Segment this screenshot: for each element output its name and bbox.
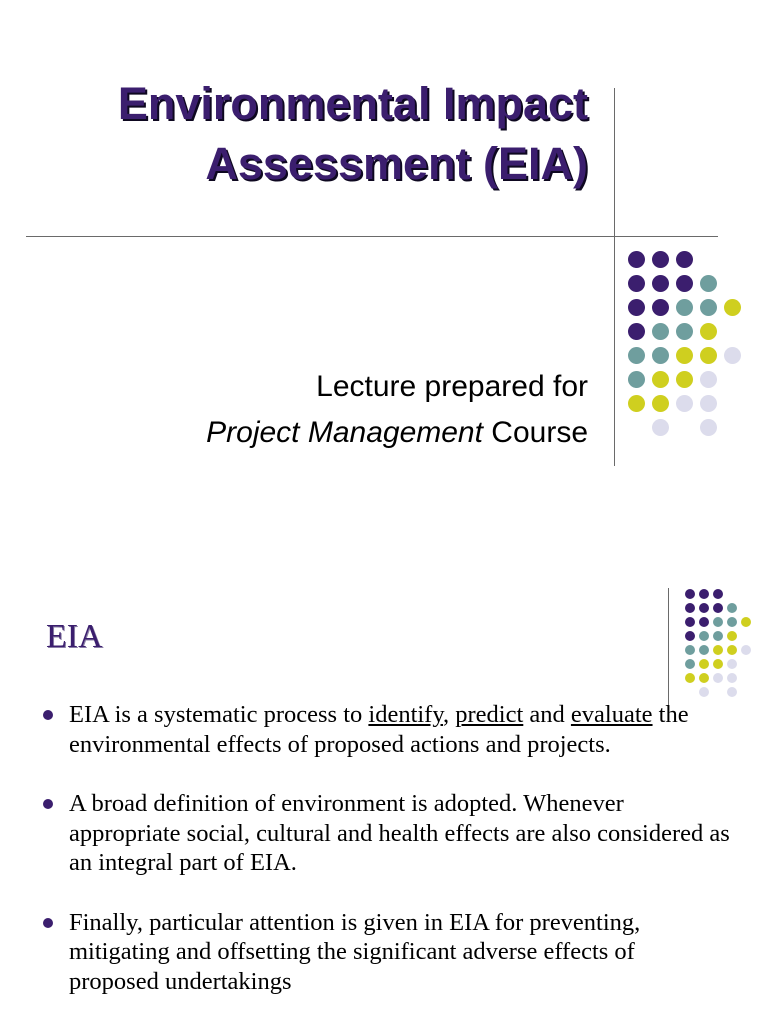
decorative-dot — [652, 299, 669, 316]
decorative-dot — [713, 617, 723, 627]
underlined-term: identify — [368, 701, 444, 728]
slide-heading: EIA — [46, 618, 103, 655]
vertical-divider — [614, 88, 615, 466]
decorative-dot — [652, 251, 669, 268]
decorative-dot — [700, 275, 717, 292]
decorative-dot — [685, 673, 695, 683]
decorative-dot — [699, 645, 709, 655]
decorative-dot — [699, 673, 709, 683]
decorative-dot — [741, 645, 751, 655]
decorative-dot — [685, 603, 695, 613]
decorative-dot — [727, 617, 737, 627]
decorative-dot — [700, 323, 717, 340]
text-segment: EIA is a systematic process to — [69, 701, 369, 728]
decorative-dot — [628, 275, 645, 292]
decorative-dot — [713, 673, 723, 683]
decorative-dot — [727, 687, 737, 697]
decorative-dot — [685, 589, 695, 599]
decorative-dot — [685, 659, 695, 669]
bullet-marker — [43, 918, 53, 928]
course-name: Project Management — [206, 416, 483, 449]
decorative-dot — [727, 673, 737, 683]
decorative-dot — [628, 395, 645, 412]
decorative-dot — [628, 299, 645, 316]
decorative-dot — [652, 323, 669, 340]
decorative-dot — [700, 299, 717, 316]
decorative-dot — [713, 589, 723, 599]
decorative-dot — [652, 419, 669, 436]
slide-title — [118, 74, 588, 194]
decorative-dot — [628, 323, 645, 340]
subtitle-line-1: Lecture prepared for — [316, 370, 588, 403]
course-suffix: Course — [482, 416, 588, 449]
vertical-divider — [668, 588, 669, 718]
decorative-dot — [741, 617, 751, 627]
decorative-dot — [700, 371, 717, 388]
decorative-dot — [676, 299, 693, 316]
decorative-dot — [676, 251, 693, 268]
decorative-dot — [628, 371, 645, 388]
bullet-text: A broad definition of environment is adopted. Whenever appropriate social, cultural and health effects are also considered as an integral part of EIA. — [69, 790, 730, 876]
bullet-text — [69, 701, 689, 758]
slide-subtitle — [206, 364, 588, 456]
decorative-dot — [700, 419, 717, 436]
decorative-dot — [676, 395, 693, 412]
decorative-dot — [676, 371, 693, 388]
decorative-dot — [652, 275, 669, 292]
decorative-dot — [685, 617, 695, 627]
decorative-dot — [713, 603, 723, 613]
decorative-dot — [724, 347, 741, 364]
bullet-list — [40, 700, 730, 1024]
decorative-dot — [727, 603, 737, 613]
decorative-dot — [676, 323, 693, 340]
bullet-marker — [43, 710, 53, 720]
text-segment: and — [523, 701, 571, 728]
decorative-dot — [699, 617, 709, 627]
bullet-item — [40, 700, 730, 759]
decorative-dot — [676, 275, 693, 292]
decorative-dot — [685, 645, 695, 655]
decorative-dot — [652, 347, 669, 364]
decorative-dot — [700, 395, 717, 412]
decorative-dot — [628, 251, 645, 268]
decorative-dot — [724, 299, 741, 316]
subtitle-line-2 — [206, 410, 588, 456]
decorative-dot — [699, 659, 709, 669]
decorative-dot — [713, 645, 723, 655]
bullet-marker — [43, 799, 53, 809]
text-segment: , — [443, 701, 456, 728]
decorative-dot — [700, 347, 717, 364]
decorative-dot — [699, 687, 709, 697]
decorative-dot — [727, 645, 737, 655]
bullet-item — [40, 789, 730, 878]
decorative-dot — [676, 347, 693, 364]
decorative-dot — [699, 603, 709, 613]
underlined-term: evaluate — [570, 701, 653, 728]
title-line-2: Assessment (EIA) — [205, 138, 588, 189]
decorative-dot — [652, 395, 669, 412]
decorative-dot — [727, 631, 737, 641]
decorative-dot — [685, 631, 695, 641]
title-line-1: Environmental Impact — [117, 78, 588, 129]
decorative-dot — [713, 659, 723, 669]
bullet-text: Finally, particular attention is given in EIA for preventing, mitigating and offsetting the significant adverse effects of proposed undertakings — [69, 908, 641, 995]
bullet-item — [40, 908, 730, 997]
decorative-dot — [713, 631, 723, 641]
decorative-dot — [727, 659, 737, 669]
decorative-dot — [699, 631, 709, 641]
underlined-term: predict — [455, 701, 524, 728]
decorative-dot — [699, 589, 709, 599]
content-slide — [0, 512, 768, 1024]
decorative-dot — [652, 371, 669, 388]
text-segment: the environmental effects of proposed actions and projects. — [69, 701, 689, 758]
decorative-dot — [628, 347, 645, 364]
